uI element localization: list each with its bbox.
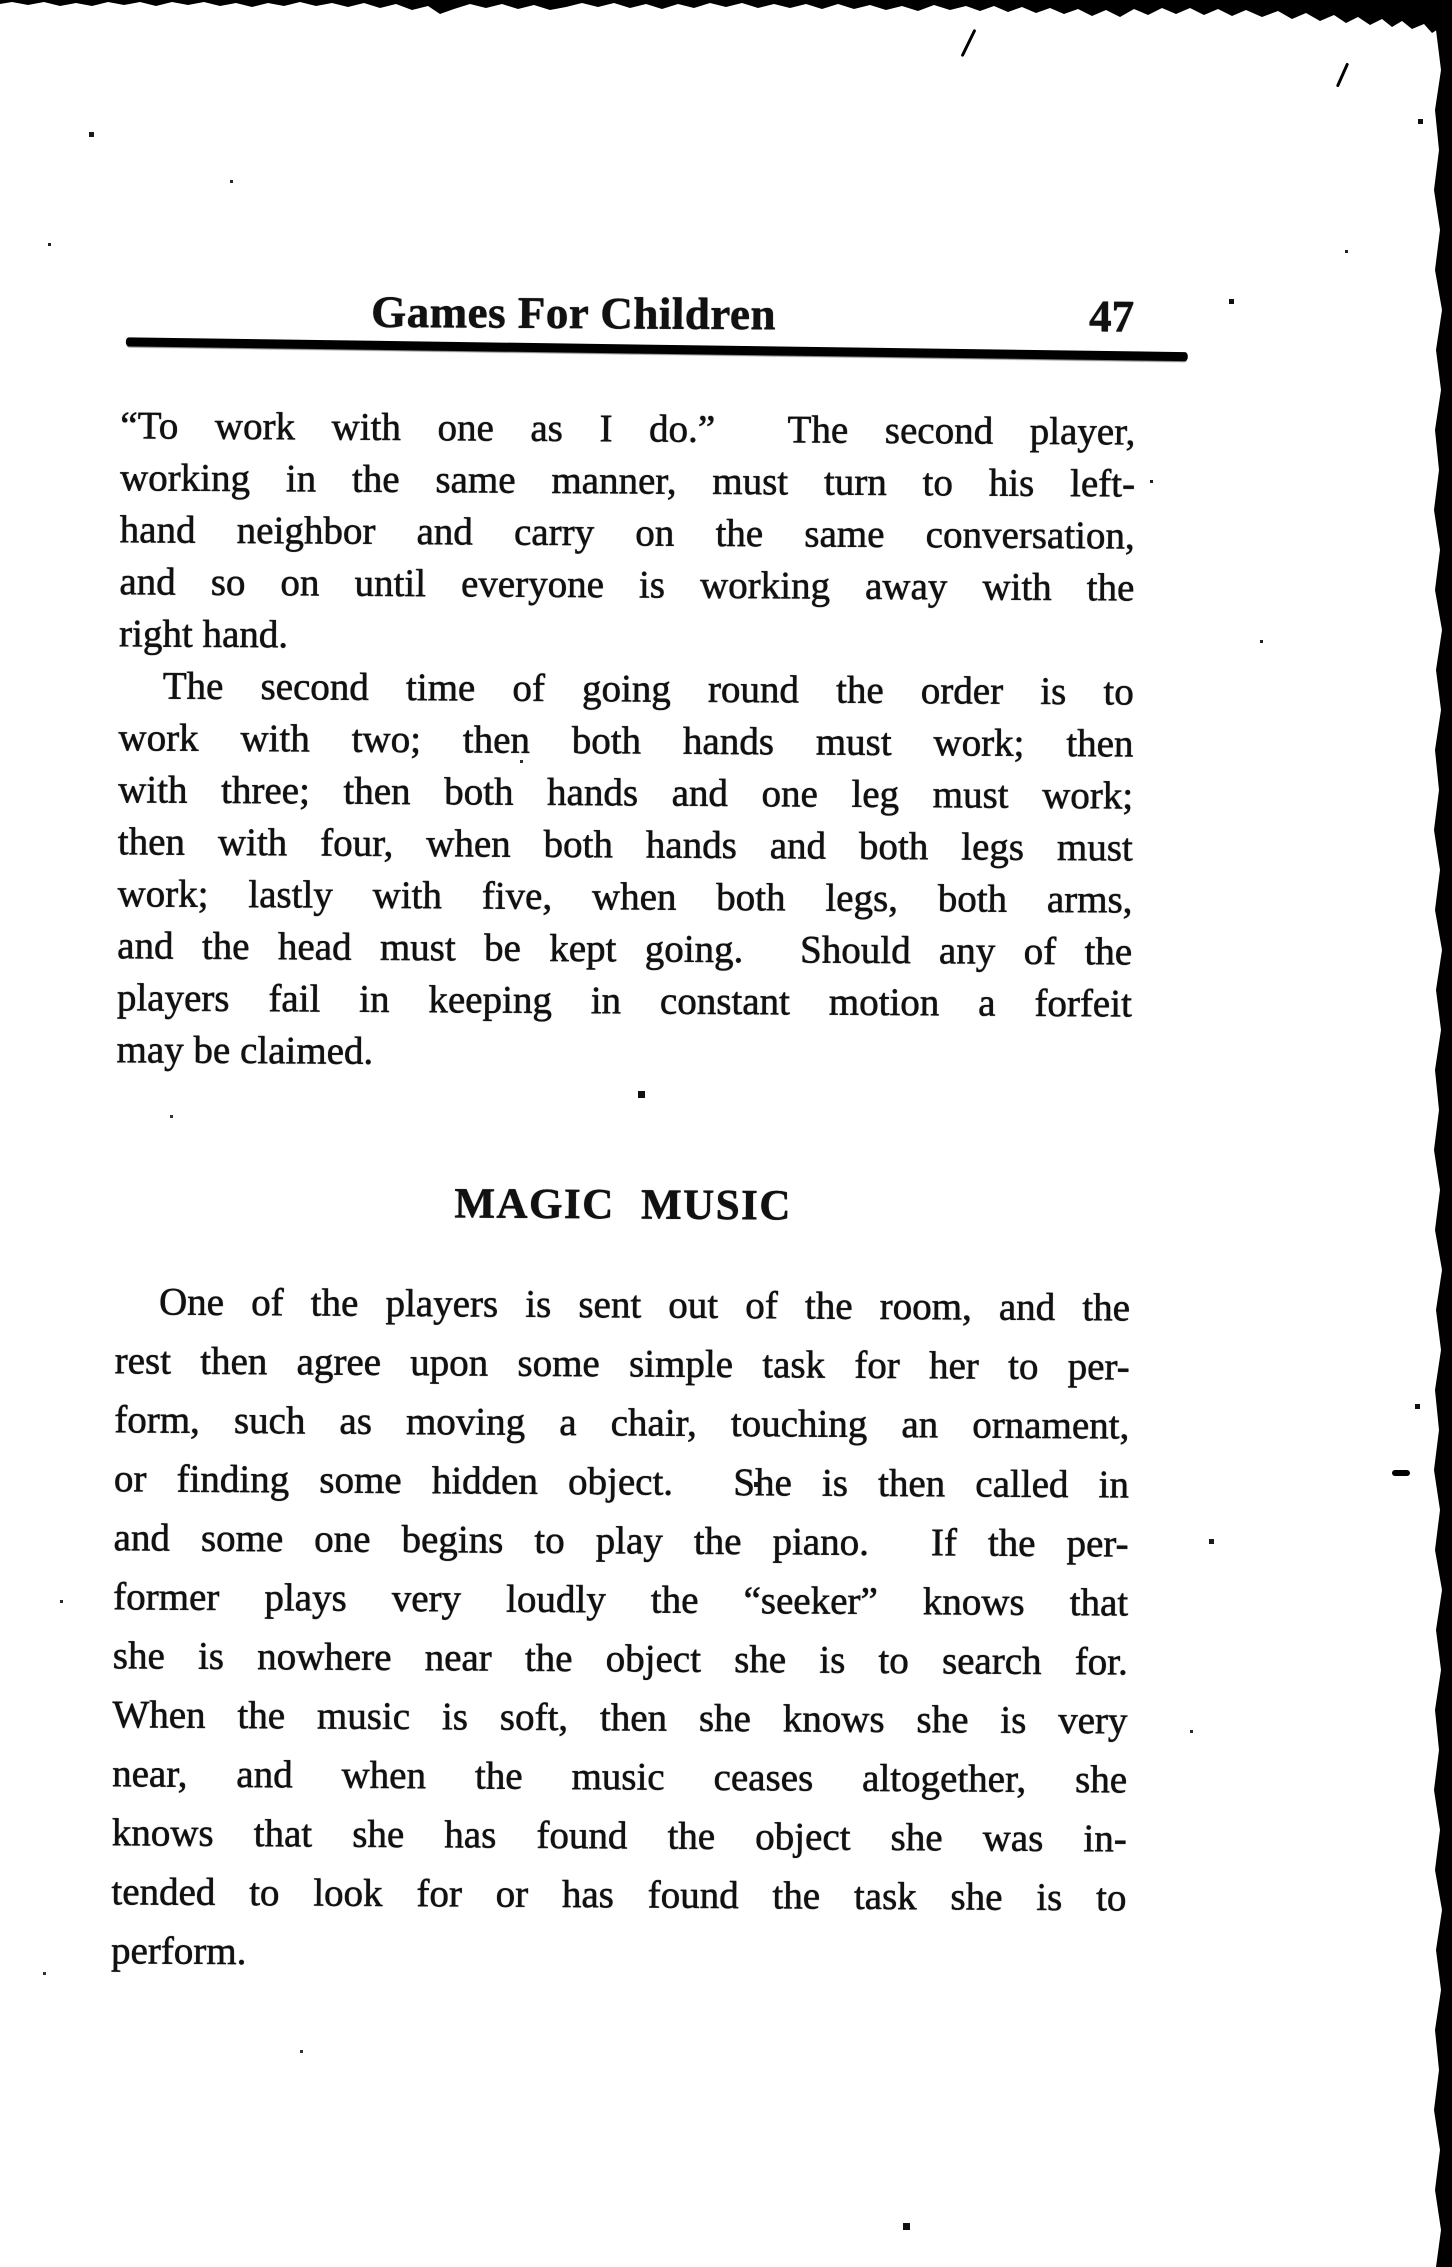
paragraph xyxy=(116,660,1134,1082)
text-line: When the music is soft, then she knows she is very xyxy=(112,1693,1128,1743)
text-line: “To work with one as I do.” The second player, xyxy=(120,404,1136,454)
scan-speckles xyxy=(0,0,3,3)
text-line: with three; then both hands and one leg must work; xyxy=(118,768,1134,818)
text-line: tended to look for or has found the task she is to xyxy=(111,1870,1127,1920)
text-line: form, such as moving a chair, touching an ornament, xyxy=(114,1398,1130,1448)
text-line: or finding some hidden object. She is then called in xyxy=(113,1457,1130,1507)
text-line: working in the same manner, must turn to his left- xyxy=(119,456,1136,506)
text-line: then with four, when both hands and both legs must xyxy=(117,820,1133,870)
text-line: right hand. xyxy=(118,612,289,657)
text-line: players fail in keeping in constant motion a forfeit xyxy=(116,976,1133,1026)
text-line: One of the players is sent out of the room, and the xyxy=(158,1280,1131,1330)
page-title: Games For Children xyxy=(371,286,777,340)
text-line: The second time of going round the order is to xyxy=(162,664,1134,714)
text-line: perform. xyxy=(110,1929,247,1974)
text-line: she is nowhere near the object she is to search for. xyxy=(112,1634,1128,1684)
text-line: hand neighbor and carry on the same conversation, xyxy=(119,508,1135,558)
text-line: work with two; then both hands must work; then xyxy=(118,716,1134,766)
section-heading: MAGIC MUSIC xyxy=(454,1180,793,1230)
text-line: knows that she has found the object she was in- xyxy=(111,1811,1127,1861)
paragraph xyxy=(119,400,1136,666)
page-number: 47 xyxy=(1088,291,1135,342)
text-line: and the head must be kept going. Should any of the xyxy=(117,924,1133,974)
text-line: rest then agree upon some simple task for her to per- xyxy=(114,1339,1130,1389)
paragraph xyxy=(111,1272,1130,1986)
text-line: work; lastly with five, when both legs, both arms, xyxy=(117,872,1133,922)
text-line: may be claimed. xyxy=(116,1028,374,1073)
text-line: and so on until everyone is working away with the xyxy=(119,560,1135,610)
text-line: and some one begins to play the piano. If the per- xyxy=(113,1516,1129,1566)
scan-dash-artifact xyxy=(1392,1470,1410,1476)
text-line: near, and when the music ceases altogether, she xyxy=(112,1752,1128,1802)
text-line: former plays very loudly the “seeker” knows that xyxy=(113,1575,1129,1625)
